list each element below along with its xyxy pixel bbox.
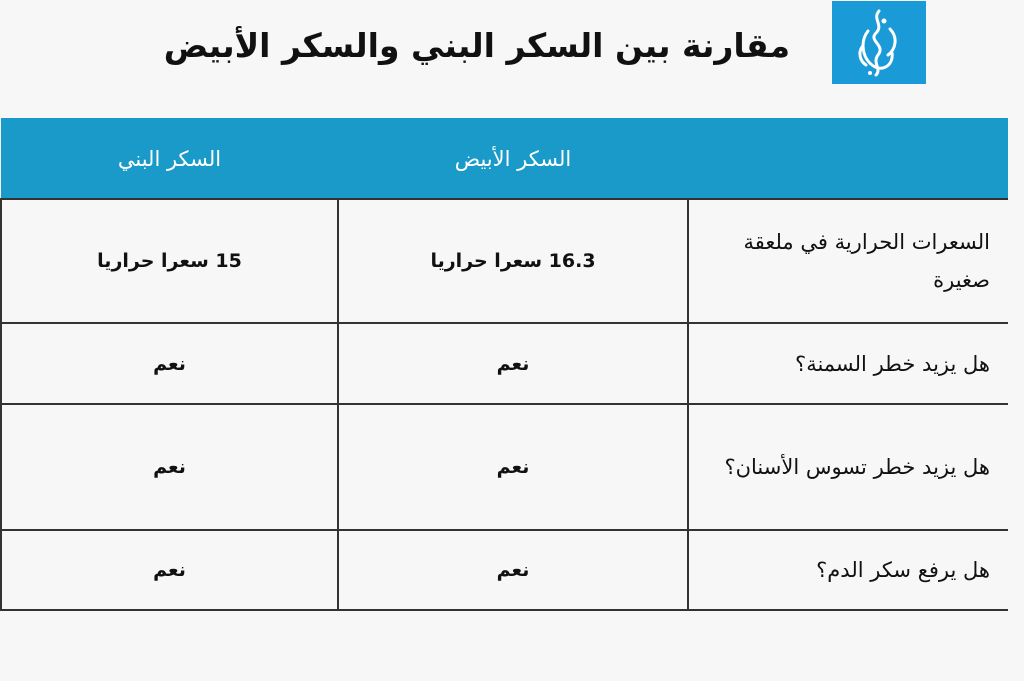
table-header-row bbox=[1, 119, 1008, 199]
row-label: السعرات الحرارية في ملعقة صغيرة bbox=[688, 199, 1008, 323]
white-sugar-value: 16.3 سعرا حراريا bbox=[338, 199, 688, 323]
header-cell-white-sugar: السكر الأبيض bbox=[338, 119, 688, 199]
aljazeera-logo-icon bbox=[832, 1, 926, 84]
white-sugar-value: نعم bbox=[338, 404, 688, 530]
white-sugar-value: نعم bbox=[338, 323, 688, 404]
table-row bbox=[1, 323, 1008, 404]
page-title: مقارنة بين السكر البني والسكر الأبيض bbox=[163, 26, 790, 65]
table-row bbox=[1, 199, 1008, 323]
header bbox=[0, 0, 1024, 112]
brown-sugar-value: نعم bbox=[1, 404, 338, 530]
white-sugar-value: نعم bbox=[338, 530, 688, 610]
brown-sugar-value: 15 سعرا حراريا bbox=[1, 199, 338, 323]
table-row bbox=[1, 530, 1008, 610]
table-row bbox=[1, 404, 1008, 530]
brown-sugar-value: نعم bbox=[1, 530, 338, 610]
row-label: هل يزيد خطر السمنة؟ bbox=[688, 323, 1008, 404]
comparison-table bbox=[0, 118, 1007, 611]
row-label: هل يزيد خطر تسوس الأسنان؟ bbox=[688, 404, 1008, 530]
brown-sugar-value: نعم bbox=[1, 323, 338, 404]
row-label: هل يرفع سكر الدم؟ bbox=[688, 530, 1008, 610]
header-cell-brown-sugar: السكر البني bbox=[1, 119, 338, 199]
header-cell-criteria bbox=[688, 119, 1008, 199]
